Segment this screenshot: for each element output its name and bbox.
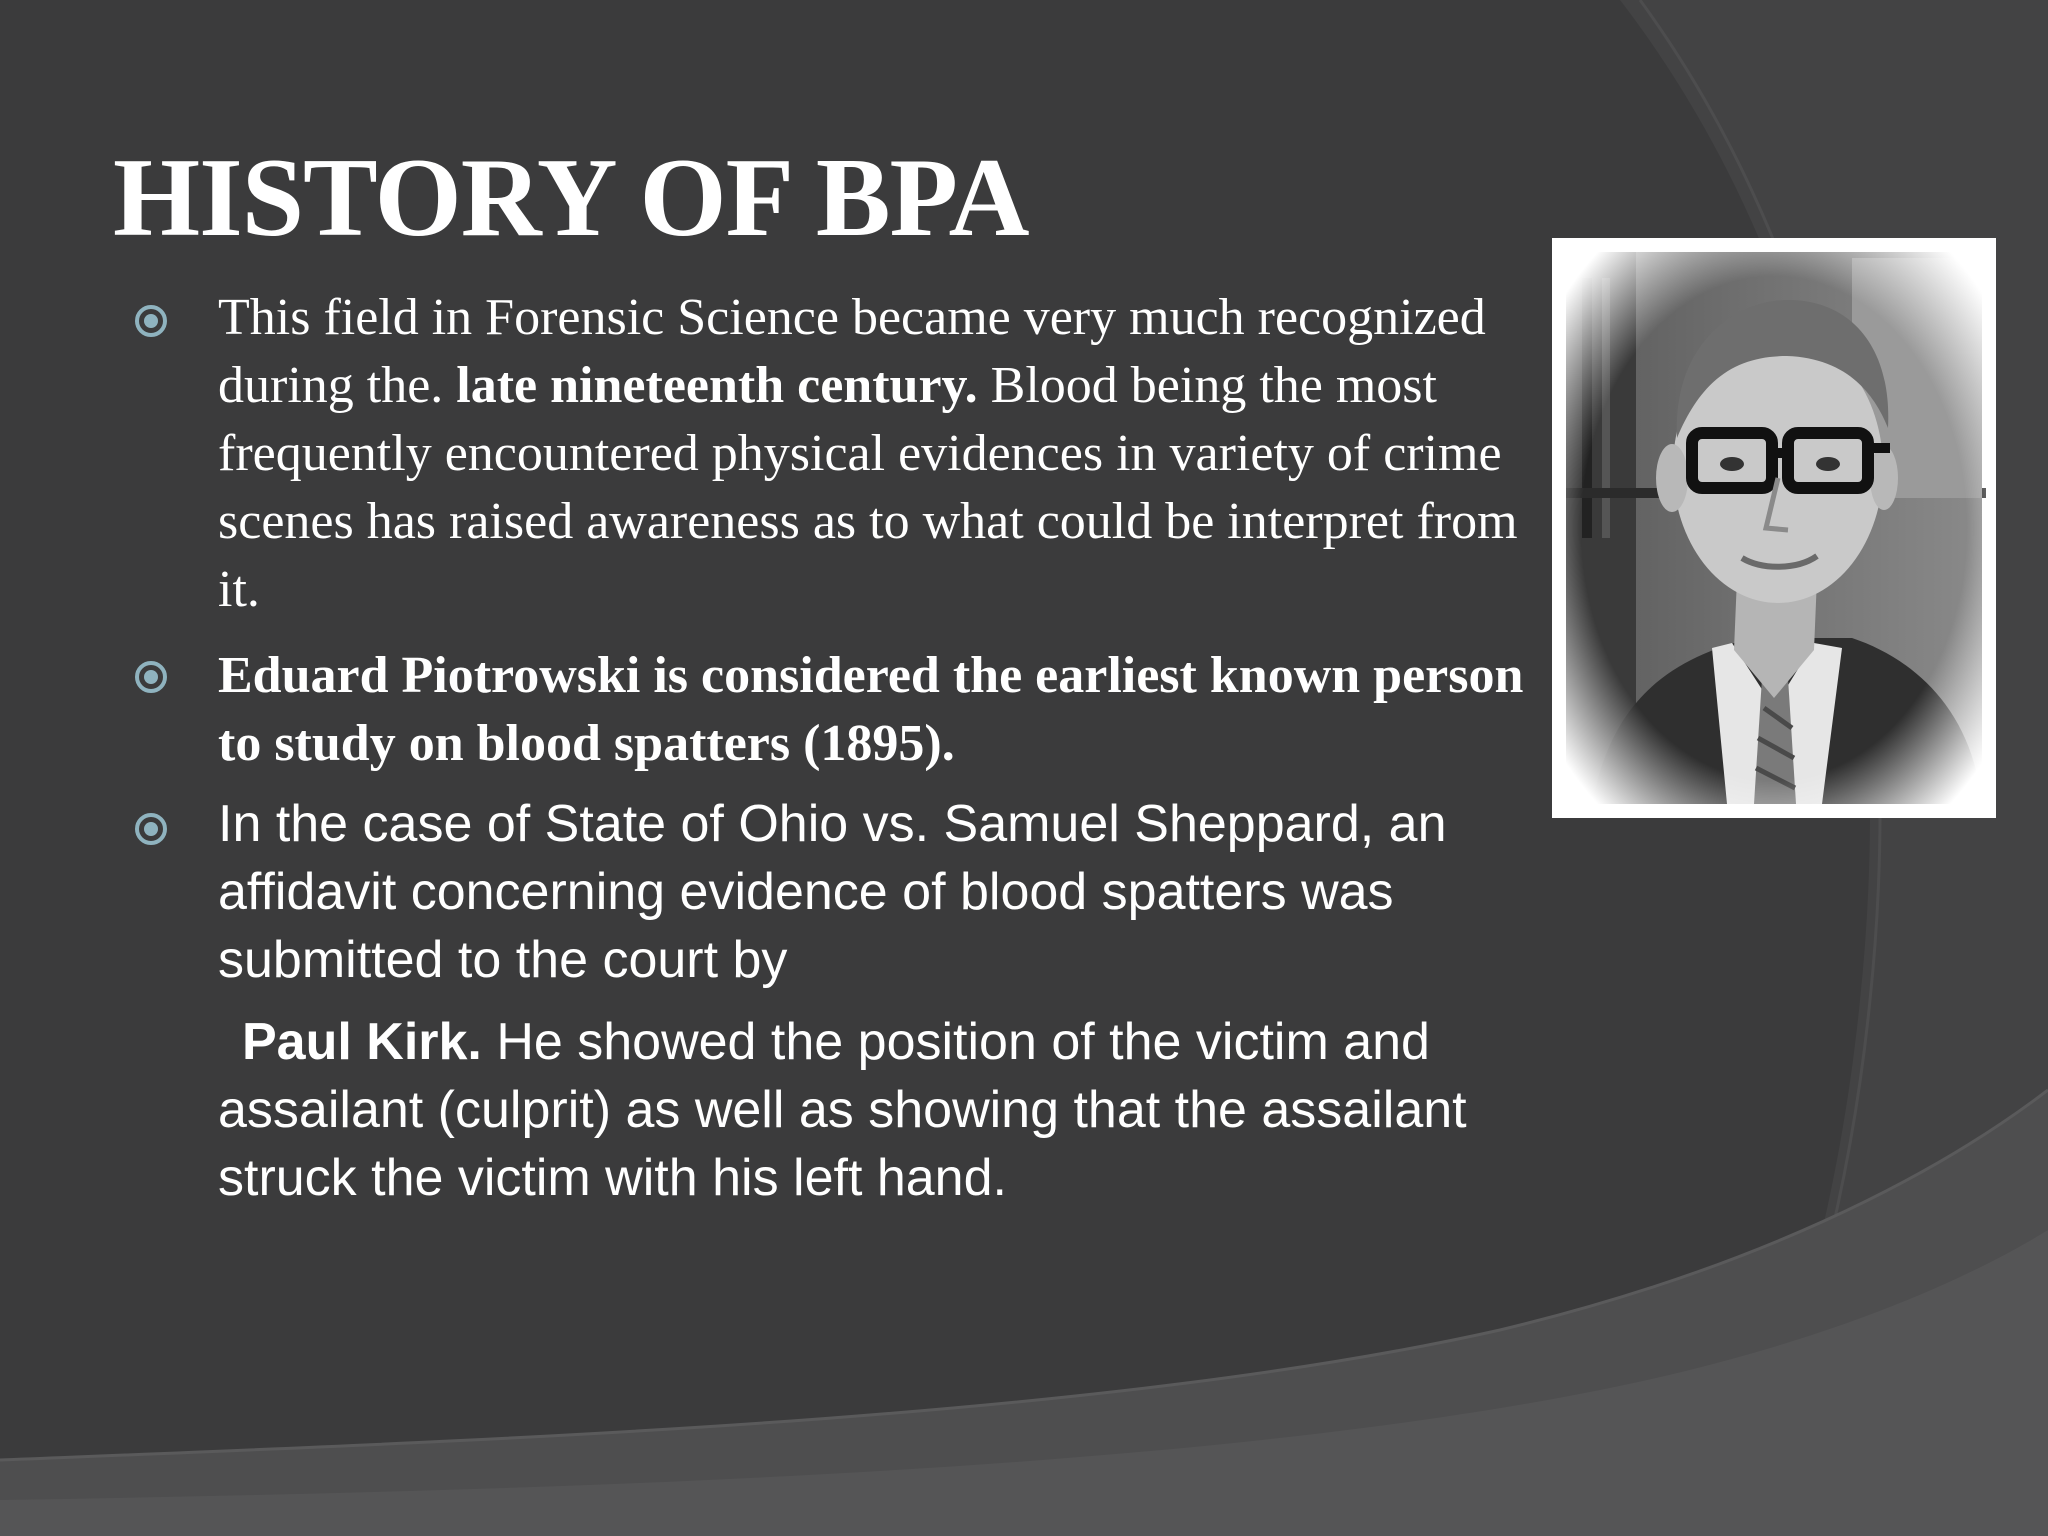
bullet-text-2: Eduard Piotrowski is considered the earliest known person to study on blood spatters (1895). (218, 647, 1524, 772)
circle-dot-bullet-icon (132, 302, 170, 340)
slide-title: HISTORY OF BPA (113, 136, 1029, 260)
circle-dot-bullet-icon (132, 658, 170, 696)
bullet-1-bold: late nineteenth century. (456, 357, 978, 414)
bullet-1-text-c: Blood being the most frequently encountered physical evidences in variety of crime scenes has raised awareness as to what could be interpret from it. (218, 357, 1518, 618)
circle-dot-bullet-icon (132, 810, 170, 848)
portrait-photo-icon (1552, 238, 1996, 818)
portrait-photo (1552, 238, 1996, 818)
bullet-text-3-continued (218, 1008, 1598, 1212)
bullet-text-1 (218, 284, 1558, 624)
bullet-1-text-a: This field in Forensic Science became very much recognized during the. (218, 289, 1486, 414)
bullet-3-bold: Paul Kirk. (242, 1013, 482, 1071)
bullet-text-3: In the case of State of Ohio vs. Samuel Sheppard, an affidavit concerning evidence of blood spatters was submitted to the court by (218, 795, 1447, 989)
bullet-3-text-c: He showed the position of the victim and assailant (culprit) as well as showing that the assailant struck the victim with his left hand. (218, 1013, 1467, 1207)
